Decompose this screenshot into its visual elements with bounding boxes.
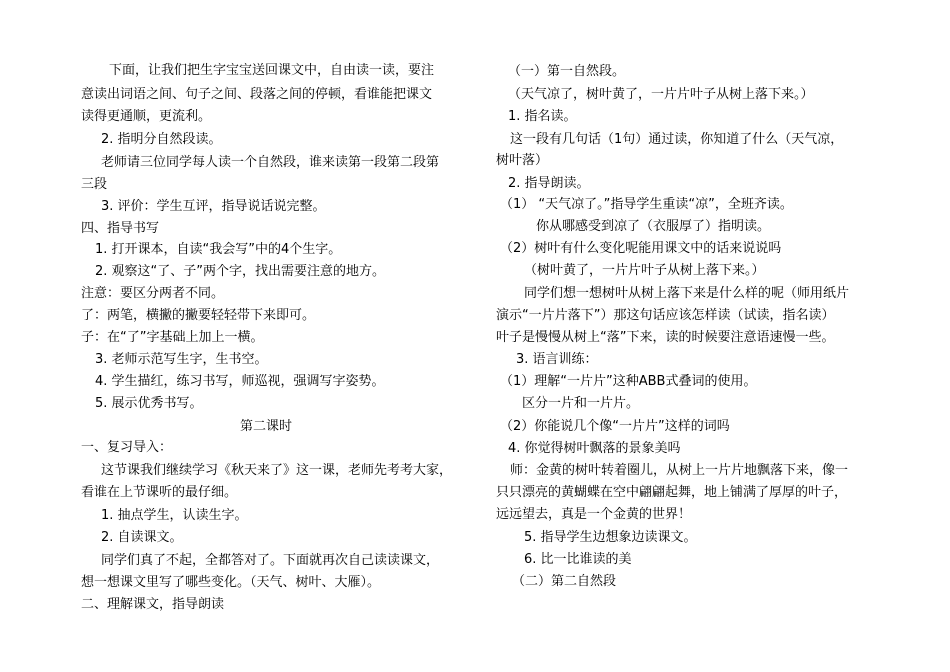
text-line: 3. 评价：学生互评，指导说话说完整。 bbox=[101, 199, 326, 214]
lesson-heading: 第二课时 bbox=[239, 419, 292, 434]
text-line: 4. 你觉得树叶飘落的景象美吗 bbox=[508, 441, 681, 456]
text-line: 老师请三位同学每人读一个自然段，谁来读第一段第二段第 bbox=[101, 155, 440, 170]
text-line: 子：在“了”字基础上加上一横。 bbox=[81, 330, 264, 345]
text-line: 你从哪感受到凉了（衣服厚了）指明读。 bbox=[536, 219, 771, 234]
text-line: 演示“一片片落下”）那这句话应该怎样读（试读，指名读） bbox=[496, 308, 835, 323]
text-line: 同学们真了不起，全都答对了。下面就再次自己读读课文， bbox=[101, 553, 440, 568]
text-line: 3. 老师示范写生字，生书空。 bbox=[95, 352, 268, 367]
text-line: 读得更通顺，更流利。 bbox=[81, 109, 212, 124]
text-line: 区分一片和一片片。 bbox=[522, 396, 640, 411]
text-line: （天气凉了，树叶黄了，一片片叶子从树上落下来。） bbox=[508, 87, 814, 102]
text-line: （1） “天气凉了。”指导学生重读“凉”，全班齐读。 bbox=[500, 197, 793, 212]
text-line: 注意：要区分两者不同。 bbox=[81, 286, 225, 301]
text-line: 2. 自读课文。 bbox=[101, 530, 183, 545]
text-line: 6. 比一比谁读的美 bbox=[524, 552, 632, 567]
section-heading: 二、理解课文，指导朗读 bbox=[81, 597, 225, 612]
text-line: 1. 抽点学生，认读生字。 bbox=[101, 508, 248, 523]
text-line: 1. 指名读。 bbox=[508, 109, 577, 124]
text-line: 3. 语言训练： bbox=[516, 352, 598, 367]
text-line: 这一段有几句话（1句）通过读，你知道了什么（天气凉， bbox=[510, 132, 844, 147]
text-line: 师：金黄的树叶转着圈儿，从树上一片片地飘落下来，像一 bbox=[510, 463, 849, 478]
text-line: （树叶黄了，一片片叶子从树上落下来。） bbox=[524, 263, 765, 278]
text-line: 这节课我们继续学习《秋天来了》这一课，老师先考考大家， bbox=[101, 463, 453, 478]
text-line: 5. 指导学生边想象边读课文。 bbox=[524, 530, 697, 545]
text-line: （1）理解“一片片”这种ABB式叠词的使用。 bbox=[500, 374, 757, 389]
text-line: 5. 展示优秀书写。 bbox=[95, 396, 203, 411]
text-line: （2）你能说几个像“一片片”这样的词吗 bbox=[500, 419, 730, 434]
text-line: 看谁在上节课听的最仔细。 bbox=[81, 485, 238, 500]
section-heading: 四、指导书写 bbox=[81, 221, 160, 236]
text-line: 1. 打开课本，自读“我会写”中的4个生字。 bbox=[95, 242, 342, 257]
text-line: 三段 bbox=[81, 177, 108, 192]
section-heading: （二）第二自然段 bbox=[512, 574, 617, 589]
text-line: 同学们想一想树叶从树上落下来是什么样的呢（师用纸片 bbox=[524, 286, 850, 301]
section-heading: （一）第一自然段。 bbox=[508, 64, 626, 79]
text-line: 树叶落） bbox=[496, 153, 549, 168]
text-line: 2. 观察这“了、子”两个字，找出需要注意的地方。 bbox=[95, 264, 386, 279]
right-column bbox=[475, 0, 950, 672]
text-line: 4. 学生描红，练习书写，师巡视，强调写字姿势。 bbox=[95, 374, 385, 389]
text-line: 只只漂亮的黄蝴蝶在空中翩翩起舞，地上铺满了厚厚的叶子， bbox=[496, 485, 848, 500]
section-heading: 一、复习导入： bbox=[81, 440, 173, 455]
text-line: 下面，让我们把生字宝宝送回课文中，自由读一读，要注 bbox=[109, 63, 435, 78]
text-line: （2）树叶有什么变化呢能用课文中的话来说说吗 bbox=[500, 241, 782, 256]
text-line: 意读出词语之间、句子之间、段落之间的停顿，看谁能把课文 bbox=[81, 87, 433, 102]
text-line: 想一想课文里写了哪些变化。（天气、树叶、大雁）。 bbox=[81, 575, 381, 590]
text-line: 叶子是慢慢从树上“落”下来，读的时候要注意语速慢一些。 bbox=[496, 330, 835, 345]
text-line: 2. 指明分自然段读。 bbox=[101, 132, 222, 147]
text-line: 了：两笔，横撇的撇要轻轻带下来即可。 bbox=[81, 308, 316, 323]
text-line: 远远望去，真是一个金黄的世界！ bbox=[496, 507, 692, 522]
text-line: 2. 指导朗读。 bbox=[508, 176, 590, 191]
